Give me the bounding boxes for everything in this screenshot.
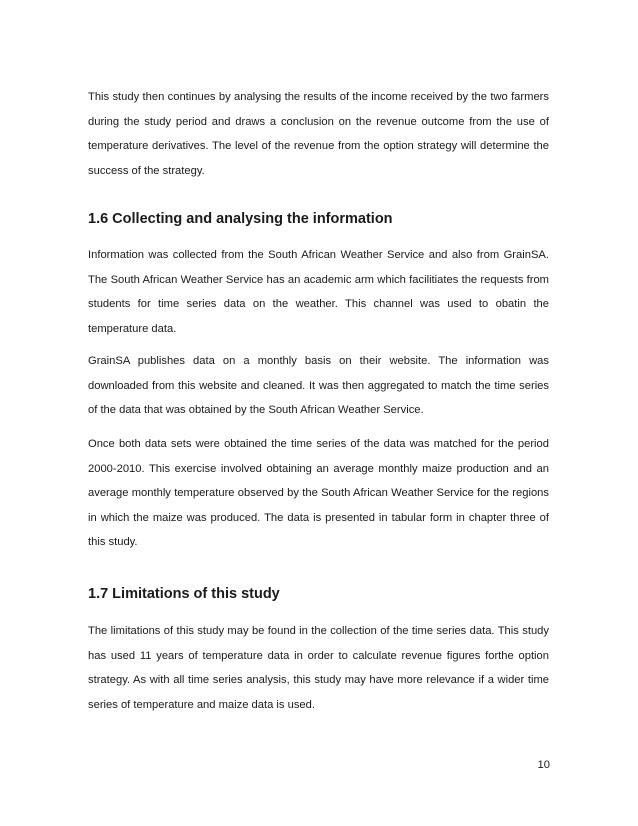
section-1-7-paragraph-1: The limitations of this study may be found in the collection of the time series data. This study has used 11 years of temperature data in order to calculate revenue figures forthe option strategy. As with all time series analysis, this study may have more relevance if a wider time series of temperature and maize data is used. xyxy=(88,625,549,711)
page-number: 10 xyxy=(537,759,550,771)
section-heading-1-6: 1.6 Collecting and analysing the information xyxy=(88,211,393,227)
section-1-6-paragraph-2: GrainSA publishes data on a monthly basis on their website. The information was downloaded from this website and cleaned. It was then aggregated to match the time series of the data that was obtained by the South African Weather Service. xyxy=(88,355,549,416)
section-1-6-paragraph-3: Once both data sets were obtained the time series of the data was matched for the period 2000-2010. This exercise involved obtaining an average monthly maize production and an average monthly temperature observed by the South African Weather Service for the regions in which the maize was produced. The data is presented in tabular form in chapter three of this study. xyxy=(88,438,549,548)
section-1-6-paragraph-1: Information was collected from the South African Weather Service and also from GrainSA. The South African Weather Service has an academic arm which facilitiates the requests from students for time series data on the weather. This channel was used to obatin the temperature data. xyxy=(88,249,549,335)
section-heading-1-7: 1.7 Limitations of this study xyxy=(88,586,280,602)
intro-paragraph: This study then continues by analysing the results of the income received by the two farmers during the study period and draws a conclusion on the revenue outcome from the use of temperature derivatives. The level of the revenue from the option strategy will determine the success of the strategy. xyxy=(88,91,549,177)
